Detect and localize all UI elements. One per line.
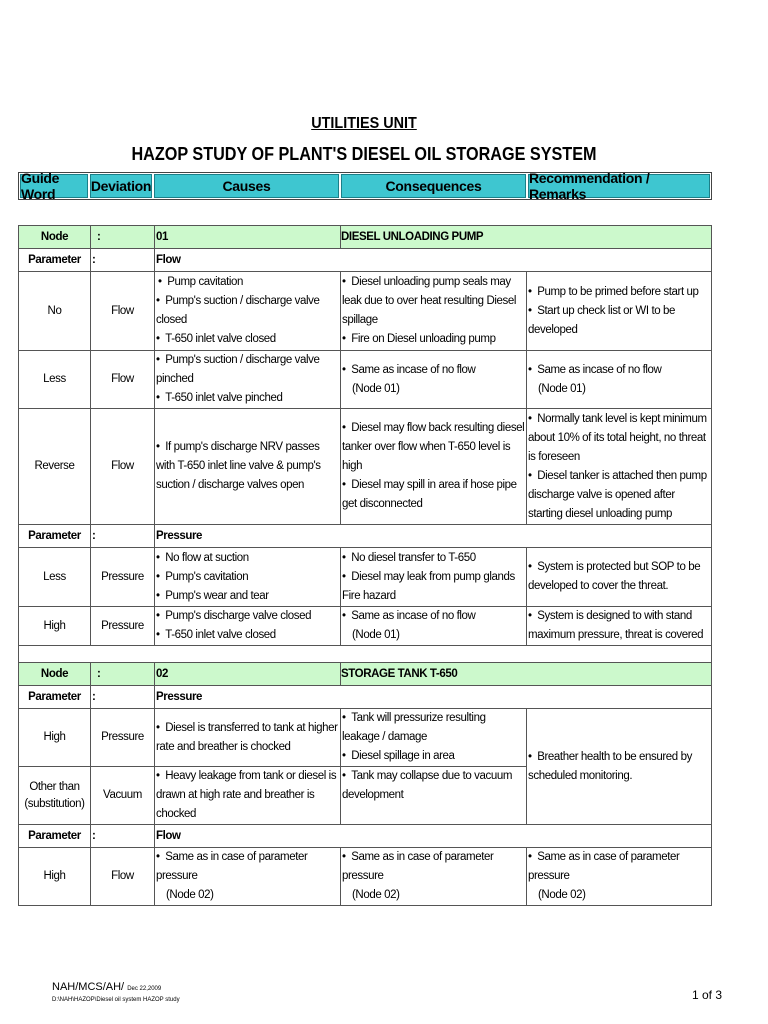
- consequences-cell: [341, 548, 527, 607]
- guide-word-cell: Other than (substitution): [19, 767, 91, 825]
- recommendation-cell: [527, 272, 712, 351]
- consequence-item: • Same as incase of no flow: [342, 607, 525, 626]
- cause-item: • T-650 inlet valve closed: [156, 330, 339, 349]
- deviation-cell: Pressure: [91, 607, 155, 646]
- consequences-cell: [341, 767, 527, 825]
- deviation-cell: Flow: [91, 409, 155, 525]
- footer-file-path: D:\NAH\HAZOP\Diesel oil system HAZOP study: [52, 997, 180, 1003]
- parameter-value: Flow: [155, 825, 712, 848]
- guide-word-cell: High: [19, 709, 91, 767]
- causes-cell: [155, 767, 341, 825]
- recommendation-item: • Normally tank level is kept minimum about 10% of its total height, no threat is foreseen: [528, 410, 710, 467]
- recommendation-cell: [527, 548, 712, 607]
- header-guide-word: Guide Word: [20, 174, 88, 198]
- consequence-item: • No diesel transfer to T-650: [342, 549, 525, 568]
- consequence-item: • Tank will pressurize resulting leakage / damage: [342, 709, 525, 747]
- deviation-cell: Pressure: [91, 709, 155, 767]
- guide-word-cell: Reverse: [19, 409, 91, 525]
- consequences-cell: [341, 607, 527, 646]
- parameter-row-pressure: [19, 525, 712, 548]
- table-row: [19, 351, 712, 409]
- node-label: Node: [19, 226, 91, 249]
- footer-ref-code: NAH/MCS/AH/: [52, 981, 125, 993]
- recommendation-item: • Breather health to be ensured by scheduled monitoring.: [528, 748, 710, 786]
- consequences-cell: [341, 351, 527, 409]
- document-title: HAZOP STUDY OF PLANT'S DIESEL OIL STORAGE SYSTEM: [131, 144, 597, 164]
- guide-word-cell: No: [19, 272, 91, 351]
- node-row-01: [19, 226, 712, 249]
- recommendation-item: • Start up check list or WI to be developed: [528, 302, 710, 340]
- table-row: [19, 709, 712, 767]
- node-row-02: [19, 663, 712, 686]
- recommendation-item: • Same as in case of parameter pressure: [528, 848, 710, 886]
- parameter-colon: :: [91, 525, 155, 548]
- deviation-cell: Pressure: [91, 548, 155, 607]
- parameter-label: Parameter: [19, 825, 91, 848]
- consequences-cell: [341, 409, 527, 525]
- node-name: STORAGE TANK T-650: [341, 663, 712, 686]
- node-colon: :: [91, 226, 155, 249]
- recommendation-cell: [527, 409, 712, 525]
- recommendation-item: • Same as incase of no flow: [528, 361, 710, 380]
- cause-item: • Pump's cavitation: [156, 568, 339, 587]
- parameter-colon: :: [91, 686, 155, 709]
- cause-item: • Pump's discharge valve closed: [156, 607, 339, 626]
- parameter-label: Parameter: [19, 249, 91, 272]
- table-row: [19, 607, 712, 646]
- recommendation-cell: [527, 709, 712, 825]
- consequence-item: • Diesel may flow back resulting diesel tanker over flow when T-650 level is high: [342, 419, 525, 476]
- recommendation-item: (Node 02): [538, 889, 586, 901]
- parameter-row-pressure: [19, 686, 712, 709]
- cause-item: • Pump cavitation: [156, 273, 339, 292]
- table-row: [19, 409, 712, 525]
- guide-word-cell: Less: [19, 351, 91, 409]
- recommendation-item: • System is protected but SOP to be developed to cover the threat.: [528, 558, 710, 596]
- table-row: [19, 272, 712, 351]
- parameter-value: Pressure: [155, 525, 712, 548]
- recommendation-cell: [527, 848, 712, 906]
- cause-item: • T-650 inlet valve pinched: [156, 389, 339, 408]
- header-causes: Causes: [154, 174, 339, 198]
- consequence-item: • Diesel unloading pump seals may leak due to over heat resulting Diesel spillage: [342, 273, 525, 330]
- section-spacer: [19, 646, 712, 663]
- recommendation-item: • Diesel tanker is attached then pump discharge valve is opened after starting diesel unloading pump: [528, 467, 710, 524]
- cause-item: • No flow at suction: [156, 549, 339, 568]
- consequence-item: • Same as incase of no flow: [342, 361, 525, 380]
- deviation-cell: Flow: [91, 351, 155, 409]
- cause-item: • Pump's suction / discharge valve closed: [156, 292, 339, 330]
- parameter-row-flow: [19, 249, 712, 272]
- causes-cell: [155, 351, 341, 409]
- table-row: [19, 848, 712, 906]
- header-consequences: Consequences: [341, 174, 526, 198]
- consequence-item: • Diesel spillage in area: [342, 747, 525, 766]
- node-colon: :: [91, 663, 155, 686]
- cause-item: • Same as in case of parameter pressure: [156, 848, 339, 886]
- parameter-label: Parameter: [19, 525, 91, 548]
- deviation-cell: Flow: [91, 848, 155, 906]
- consequence-item: • Same as in case of parameter pressure: [342, 848, 525, 886]
- footer-reference: [52, 981, 161, 993]
- recommendation-item: (Node 01): [538, 382, 586, 395]
- header-deviation: Deviation: [90, 174, 152, 198]
- guide-word-cell: High: [19, 607, 91, 646]
- parameter-value: Pressure: [155, 686, 712, 709]
- hazop-table: [18, 225, 712, 906]
- recommendation-item: • System is designed to with stand maximum pressure, threat is covered: [528, 607, 710, 645]
- consequence-item: • Tank may collapse due to vacuum development: [342, 767, 525, 805]
- cause-item: • Pump's suction / discharge valve pinched: [156, 351, 339, 389]
- column-header-bar: [18, 172, 712, 200]
- consequences-cell: [341, 272, 527, 351]
- header-recommendation: Recommendation / Remarks: [528, 174, 710, 198]
- consequence-item: (Node 02): [352, 889, 400, 901]
- consequences-cell: [341, 848, 527, 906]
- parameter-value: Flow: [155, 249, 712, 272]
- cause-item: • If pump's discharge NRV passes with T-650 inlet line valve & pump's suction / discharge valves open: [156, 438, 339, 495]
- consequence-item: (Node 01): [352, 629, 400, 641]
- consequence-item: (Node 01): [352, 382, 400, 395]
- consequence-item: • Diesel may leak from pump glands: [342, 568, 525, 587]
- recommendation-cell: [527, 351, 712, 409]
- node-number: 02: [155, 663, 341, 686]
- parameter-colon: :: [91, 249, 155, 272]
- cause-item: (Node 02): [166, 889, 214, 901]
- cause-item: • Heavy leakage from tank or diesel is drawn at high rate and breather is chocked: [156, 767, 339, 824]
- page-number: 1 of 3: [692, 988, 723, 1002]
- cause-item: • Diesel is transferred to tank at higher rate and breather is chocked: [156, 719, 339, 757]
- causes-cell: [155, 607, 341, 646]
- node-label: Node: [19, 663, 91, 686]
- deviation-cell: Vacuum: [91, 767, 155, 825]
- consequence-item: Fire hazard: [342, 589, 396, 602]
- recommendation-item: • Pump to be primed before start up: [528, 283, 710, 302]
- deviation-cell: Flow: [91, 272, 155, 351]
- parameter-colon: :: [91, 825, 155, 848]
- causes-cell: [155, 848, 341, 906]
- causes-cell: [155, 548, 341, 607]
- node-number: 01: [155, 226, 341, 249]
- node-name: DIESEL UNLOADING PUMP: [341, 226, 712, 249]
- unit-title: UTILITIES UNIT: [311, 115, 417, 132]
- causes-cell: [155, 409, 341, 525]
- parameter-label: Parameter: [19, 686, 91, 709]
- cause-item: • T-650 inlet valve closed: [156, 626, 339, 645]
- table-row: [19, 548, 712, 607]
- causes-cell: [155, 272, 341, 351]
- consequence-item: • Diesel may spill in area if hose pipe get disconnected: [342, 476, 525, 514]
- consequence-item: • Fire on Diesel unloading pump: [342, 330, 525, 349]
- cause-item: • Pump's wear and tear: [156, 587, 339, 606]
- guide-word-cell: Less: [19, 548, 91, 607]
- causes-cell: [155, 709, 341, 767]
- recommendation-cell: [527, 607, 712, 646]
- guide-word-cell: High: [19, 848, 91, 906]
- footer-date: Dec 22,2009: [127, 986, 162, 992]
- consequences-cell: [341, 709, 527, 767]
- parameter-row-flow: [19, 825, 712, 848]
